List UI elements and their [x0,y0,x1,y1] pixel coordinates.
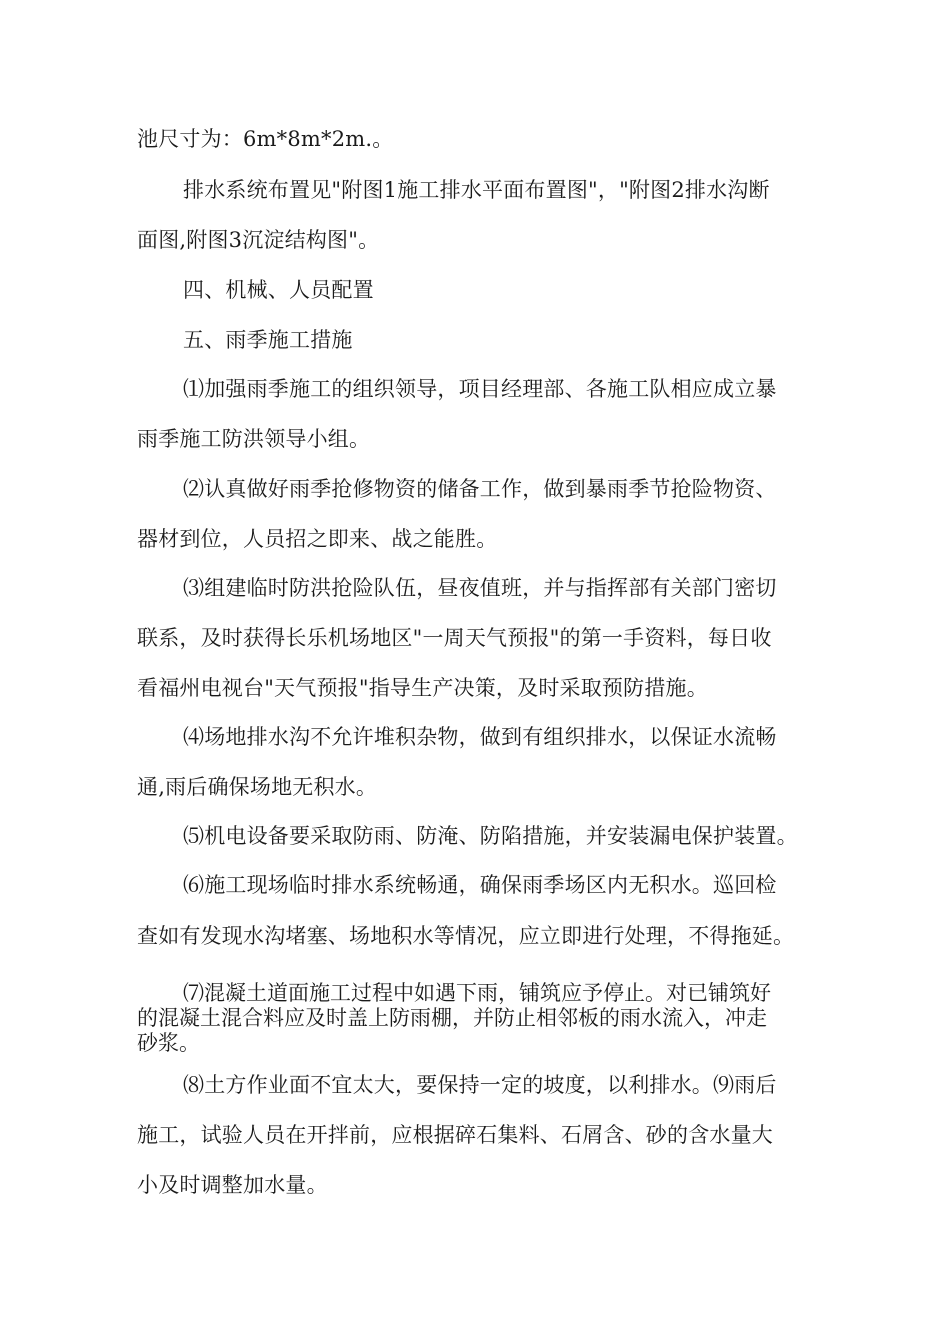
text-line-23: 小及时调整加水量。 [137,1173,328,1197]
text-line-11: 联系，及时获得长乐机场地区"一周天气预报"的第一手资料，每日收 [137,626,772,650]
text-line-8: ⑵认真做好雨季抢修物资的储备工作，做到暴雨季节抢险物资、 [183,477,777,501]
text-line-18: ⑺混凝土道面施工过程中如遇下雨，铺筑应予停止。对已铺筑好 [183,981,771,1005]
text-line-7: 雨季施工防洪领导小组。 [137,427,371,451]
text-line-12: 看福州电视台"天气预报"指导生产决策，及时采取预防措施。 [137,676,708,700]
text-line-20: 砂浆。 [137,1031,200,1055]
text-line-3: 面图,附图3沉淀结构图"。 [137,228,380,252]
text-line-16: ⑹施工现场临时排水系统畅通，确保雨季场区内无积水。巡回检 [183,873,777,897]
text-line-13: ⑷场地排水沟不允许堆积杂物，做到有组织排水，以保证水流畅 [183,725,777,749]
text-line-19: 的混凝土混合料应及时盖上防雨棚，并防止相邻板的雨水流入，冲走 [137,1006,767,1030]
text-line-10: ⑶组建临时防洪抢险队伍，昼夜值班，并与指挥部有关部门密切 [183,576,777,600]
text-line-2: 排水系统布置见"附图1施工排水平面布置图"，"附图2排水沟断 [183,178,770,202]
text-line-17: 查如有发现水沟堵塞、场地积水等情况，应立即进行处理，不得拖延。 [137,924,795,948]
text-line-9: 器材到位，人员招之即来、战之能胜。 [137,527,498,551]
section-heading-4: 四、机械、人员配置 [183,278,374,302]
section-heading-5: 五、雨季施工措施 [183,328,353,352]
text-line-15: ⑸机电设备要采取防雨、防淹、防陷措施，并安装漏电保护装置。 [183,824,798,848]
text-line-21: ⑻土方作业面不宜太大，要保持一定的坡度，以利排水。⑼雨后 [183,1073,777,1097]
text-line-22: 施工，试验人员在开拌前，应根据碎石集料、石屑含、砂的含水量大 [137,1123,773,1147]
text-line-14: 通,雨后确保场地无积水。 [137,775,378,799]
text-line-1: 池尺寸为：6m*8m*2m.。 [137,127,394,151]
text-line-6: ⑴加强雨季施工的组织领导，项目经理部、各施工队相应成立暴 [183,377,777,401]
